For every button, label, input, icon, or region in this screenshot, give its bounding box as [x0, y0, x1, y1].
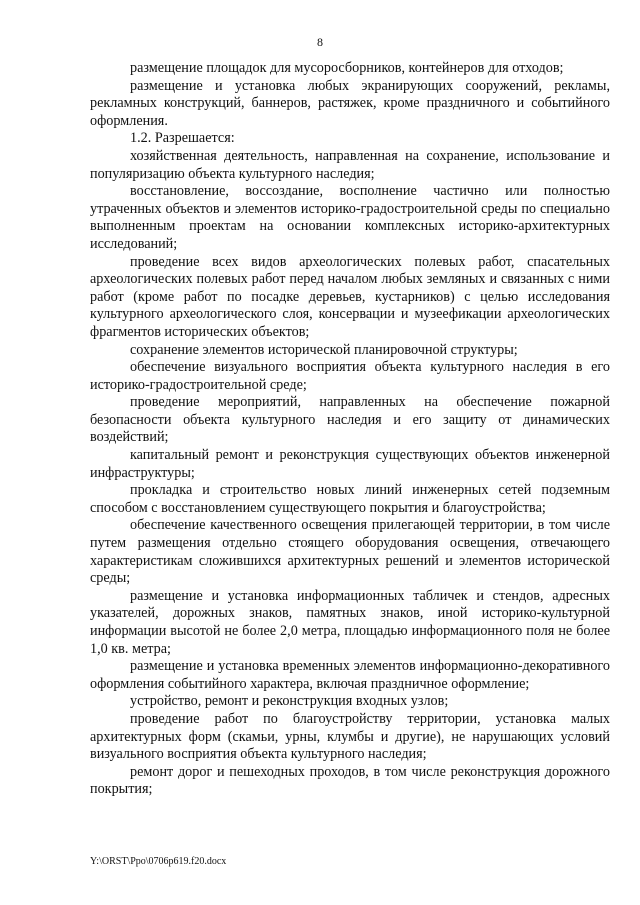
paragraph: размещение площадок для мусоросборников, контейнеров для отходов;	[130, 60, 564, 76]
paragraph: сохранение элементов исторической планировочной структуры;	[130, 341, 518, 358]
document-body	[90, 60, 610, 799]
paragraph: капитальный ремонт и реконструкция существующих объектов инженерной инфраструктуры;	[90, 447, 610, 481]
paragraph: обеспечение визуального восприятия объекта культурного наследия в его историко-градостроительной среде;	[90, 359, 610, 393]
paragraph: хозяйственная деятельность, направленная на сохранение, использование и популяризацию объекта культурного наследия;	[90, 147, 610, 182]
paragraph: размещение и установка информационных табличек и стендов, адресных указателей, дорожных знаков, памятных знаков, иной историко-культурной информации высотой не более 2,0 метра, площадью информационного поля не более 1,0 кв. метра;	[90, 587, 610, 657]
paragraph: прокладка и строительство новых линий инженерных сетей подземным способом с восстановлением существующего покрытия и благоустройства;	[90, 482, 610, 516]
paragraph: проведение всех видов археологических полевых работ, спасательных археологических полевых работ перед началом любых земляных и связанных с ними работ (кроме работ по посадке деревьев, кустарников) с целью исследования культурного археологического слоя, консервации и музеефикации археологических фрагментов исторических объектов;	[90, 253, 610, 340]
paragraph: проведение работ по благоустройству территории, установка малых архитектурных форм (скамьи, урны, клумбы и другие), не нарушающих условий визуального восприятия объекта культурного наследия;	[90, 710, 610, 763]
paragraph: размещение и установка любых экранирующих сооружений, рекламы, рекламных конструкций, баннеров, растяжек, кроме праздничного и событийного оформления.	[90, 77, 610, 129]
paragraph: восстановление, воссоздание, восполнение частично или полностью утраченных объектов и элементов историко-градостроительной среды по специально выполненным проектам на основании комплексных историко-архитектурных исследований;	[90, 183, 610, 252]
paragraph: устройство, ремонт и реконструкция входных узлов;	[130, 693, 449, 710]
page-number: 8	[317, 35, 323, 49]
paragraph: обеспечение качественного освещения прилегающей территории, в том числе путем размещения отдельно стоящего оборудования освещения, отвечающего характеристикам сложившихся архитектурных решений и элементов исторической среды;	[90, 517, 610, 587]
paragraph: размещение и установка временных элементов информационно-декоративного оформления событийного характера, включая праздничное оформление;	[90, 658, 610, 692]
section-heading: 1.2. Разрешается:	[130, 130, 235, 147]
paragraph: ремонт дорог и пешеходных проходов, в том числе реконструкция дорожного покрытия;	[90, 763, 610, 798]
footer-file-path: Y:\ORST\Ppo\0706p619.f20.docx	[90, 856, 227, 867]
paragraph: проведение мероприятий, направленных на обеспечение пожарной безопасности объекта культурного наследия и его защиту от динамических воздействий;	[90, 394, 610, 446]
